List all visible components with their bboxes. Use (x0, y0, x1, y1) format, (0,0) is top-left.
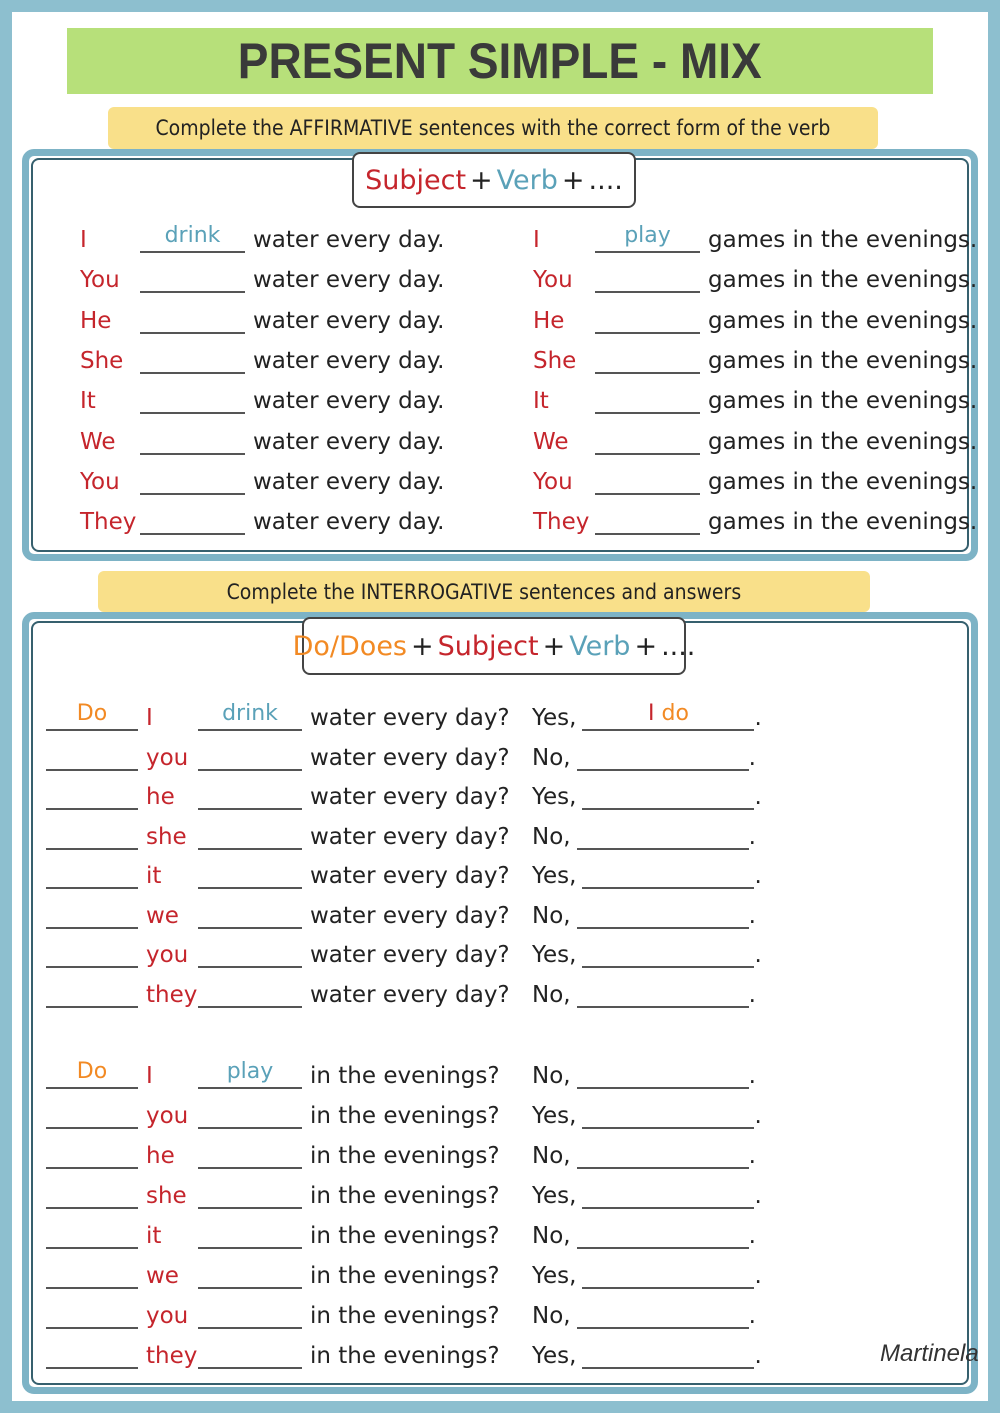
aux-blank[interactable] (46, 1139, 138, 1169)
answer-blank[interactable] (577, 1059, 749, 1089)
formula-rest: .... (661, 630, 696, 662)
sentence-row (80, 499, 444, 535)
period: . (748, 824, 756, 850)
question-text: in the evenings? (310, 1103, 500, 1129)
formula-plus: + (634, 630, 658, 662)
sentence-row (80, 419, 444, 455)
period: . (748, 1063, 756, 1089)
formula-plus: + (411, 630, 434, 662)
verb-blank[interactable] (198, 1219, 302, 1249)
reply-word: No, (532, 1143, 571, 1169)
formula-do-does: Do/Does (292, 630, 408, 662)
aux-blank[interactable] (46, 899, 138, 929)
reply-word: Yes, (532, 1103, 577, 1129)
verb-blank[interactable] (198, 1139, 302, 1169)
question-text: water every day? (310, 982, 510, 1008)
reply-word: No, (532, 824, 571, 850)
answer-blank[interactable] (582, 701, 754, 731)
answer-blank[interactable] (577, 978, 749, 1008)
sentence-text: water every day. (253, 227, 445, 253)
question-text: water every day? (310, 942, 510, 968)
question-row (46, 893, 756, 929)
subject-word: you (146, 1303, 189, 1329)
subject-word: I (146, 1063, 153, 1089)
subject-word: she (146, 1183, 187, 1209)
reply-word: Yes, (532, 784, 577, 810)
answer-blank[interactable] (577, 1299, 749, 1329)
sentence-row (533, 338, 977, 374)
question-text: in the evenings? (310, 1303, 500, 1329)
reply-word: No, (532, 1223, 571, 1249)
question-row (46, 814, 756, 850)
formula-subject: Subject (437, 630, 539, 662)
question-row (46, 1133, 756, 1169)
formula-plus: + (470, 164, 493, 196)
sentence-text: games in the evenings. (708, 348, 978, 374)
subject-word: they (146, 982, 198, 1008)
subject-word: We (533, 429, 569, 455)
sentence-text: games in the evenings. (708, 227, 978, 253)
answer-blank[interactable] (577, 741, 749, 771)
period: . (754, 1343, 762, 1369)
verb-blank[interactable] (595, 384, 700, 414)
formula-plus: + (542, 630, 566, 662)
question-row (46, 1213, 756, 1249)
period: . (754, 1263, 762, 1289)
reply-word: Yes, (532, 863, 577, 889)
interrogative-formula (292, 617, 696, 675)
aux-blank[interactable] (46, 978, 138, 1008)
verb-blank[interactable]: play (198, 1059, 302, 1089)
aux-blank[interactable]: Do (46, 701, 138, 731)
verb-blank[interactable] (198, 1179, 302, 1209)
sentence-text: water every day. (253, 388, 445, 414)
question-text: in the evenings? (310, 1143, 500, 1169)
subject-word: they (146, 1343, 198, 1369)
subject-word: It (533, 388, 549, 414)
reply-word: Yes, (532, 1183, 577, 1209)
question-row (46, 774, 762, 810)
reply-word: Yes, (532, 1343, 577, 1369)
subject-word: you (146, 1103, 189, 1129)
reply-word: No, (532, 1303, 571, 1329)
reply-word: No, (532, 1063, 571, 1089)
sentence-text: games in the evenings. (708, 509, 978, 535)
period: . (748, 1223, 756, 1249)
subject-word: You (533, 267, 573, 293)
verb-blank[interactable] (140, 505, 245, 535)
aux-blank[interactable] (46, 1219, 138, 1249)
page-title: PRESENT SIMPLE - MIX (238, 33, 762, 89)
question-row (46, 695, 762, 731)
aux-blank[interactable] (46, 1179, 138, 1209)
question-row (46, 1293, 756, 1329)
question-text: water every day? (310, 903, 510, 929)
subject-word: They (533, 509, 590, 535)
aux-blank[interactable] (46, 1339, 138, 1369)
question-text: water every day? (310, 745, 510, 771)
subject-word: I (80, 227, 87, 253)
reply-word: No, (532, 903, 571, 929)
subject-word: we (146, 1263, 179, 1289)
interrogative-instruction (98, 571, 870, 612)
aux-blank[interactable] (46, 1259, 138, 1289)
sentence-text: games in the evenings. (708, 388, 978, 414)
answer-blank[interactable] (582, 1099, 754, 1129)
reply-word: No, (532, 745, 571, 771)
verb-blank[interactable] (198, 1339, 302, 1369)
reply-word: No, (532, 982, 571, 1008)
sentence-text: games in the evenings. (708, 308, 978, 334)
period: . (754, 1103, 762, 1129)
sentence-text: water every day. (253, 469, 445, 495)
subject-word: We (80, 429, 116, 455)
sentence-row (80, 257, 444, 293)
sentence-text: water every day. (253, 308, 445, 334)
answer-blank[interactable] (582, 859, 754, 889)
period: . (754, 1183, 762, 1209)
subject-word: She (80, 348, 124, 374)
answer-blank[interactable] (582, 1259, 754, 1289)
answer-blank[interactable] (582, 1179, 754, 1209)
verb-blank[interactable] (140, 304, 245, 334)
verb-blank[interactable]: play (595, 223, 700, 253)
period: . (754, 863, 762, 889)
verb-blank[interactable]: drink (140, 223, 245, 253)
verb-blank[interactable] (140, 384, 245, 414)
subject-word: I (146, 705, 153, 731)
sentence-text: water every day. (253, 348, 445, 374)
sentence-row (80, 217, 444, 253)
answer-blank[interactable] (582, 780, 754, 810)
answer-blank[interactable] (577, 899, 749, 929)
answer-aux: do (661, 701, 689, 726)
verb-blank[interactable] (198, 780, 302, 810)
aux-blank[interactable] (46, 1099, 138, 1129)
formula-rest: .... (588, 164, 623, 196)
question-text: in the evenings? (310, 1183, 500, 1209)
formula-plus: + (561, 164, 585, 196)
verb-blank[interactable] (595, 344, 700, 374)
subject-word: I (533, 227, 540, 253)
aux-blank[interactable] (46, 820, 138, 850)
aux-blank[interactable] (46, 1299, 138, 1329)
interrogative-instruction-text: Complete the INTERROGATIVE sentences and answers (226, 579, 742, 604)
question-text: water every day? (310, 784, 510, 810)
subject-word: you (146, 942, 189, 968)
verb-blank[interactable] (595, 425, 700, 455)
subject-word: she (146, 824, 187, 850)
verb-blank[interactable] (140, 344, 245, 374)
question-text: water every day? (310, 824, 510, 850)
verb-blank[interactable] (198, 820, 302, 850)
subject-word: It (80, 388, 96, 414)
sentence-row (80, 298, 444, 334)
question-row (46, 1093, 762, 1129)
answer-blank[interactable] (577, 1139, 749, 1169)
reply-word: Yes, (532, 705, 577, 731)
question-text: water every day? (310, 863, 510, 889)
sentence-text: games in the evenings. (708, 469, 978, 495)
affirmative-formula (352, 152, 636, 208)
answer-blank[interactable] (577, 1219, 749, 1249)
question-row (46, 1253, 762, 1289)
sentence-text: games in the evenings. (708, 429, 978, 455)
verb-blank[interactable] (140, 425, 245, 455)
question-text: in the evenings? (310, 1343, 500, 1369)
sentence-text: water every day. (253, 509, 445, 535)
reply-word: Yes, (532, 1263, 577, 1289)
question-text: in the evenings? (310, 1063, 500, 1089)
verb-blank[interactable] (198, 1299, 302, 1329)
subject-word: it (146, 1223, 162, 1249)
aux-blank[interactable] (46, 938, 138, 968)
sentence-row (533, 217, 977, 253)
formula-verb: Verb (569, 630, 631, 662)
formula-subject: Subject (365, 164, 467, 196)
verb-blank[interactable] (198, 741, 302, 771)
subject-word: you (146, 745, 189, 771)
title-bar (67, 28, 933, 94)
sentence-row (533, 499, 977, 535)
sentence-text: water every day. (253, 429, 445, 455)
period: . (748, 1303, 756, 1329)
subject-word: He (533, 308, 565, 334)
answer-subject: I (647, 701, 655, 726)
sentence-row (533, 378, 977, 414)
sentence-text: games in the evenings. (708, 267, 978, 293)
subject-word: You (533, 469, 573, 495)
sentence-row (533, 257, 977, 293)
question-row (46, 1333, 762, 1369)
affirmative-instruction (108, 107, 878, 149)
question-row (46, 853, 762, 889)
aux-blank[interactable] (46, 741, 138, 771)
formula-verb: Verb (496, 164, 558, 196)
subject-word: he (146, 1143, 175, 1169)
verb-blank[interactable] (198, 938, 302, 968)
verb-blank[interactable] (140, 263, 245, 293)
question-row (46, 1053, 756, 1089)
question-row (46, 972, 756, 1008)
verb-blank[interactable] (198, 1099, 302, 1129)
subject-word: You (80, 469, 120, 495)
question-row (46, 1173, 762, 1209)
sentence-row (80, 459, 444, 495)
subject-word: He (80, 308, 112, 334)
subject-word: we (146, 903, 179, 929)
period: . (748, 982, 756, 1008)
reply-word: Yes, (532, 942, 577, 968)
verb-blank[interactable] (595, 263, 700, 293)
period: . (748, 1143, 756, 1169)
question-row (46, 735, 756, 771)
verb-blank[interactable]: drink (198, 701, 302, 731)
verb-blank[interactable] (595, 465, 700, 495)
period: . (754, 942, 762, 968)
period: . (754, 784, 762, 810)
question-text: in the evenings? (310, 1223, 500, 1249)
verb-blank[interactable] (595, 304, 700, 334)
aux-blank[interactable] (46, 859, 138, 889)
question-row (46, 932, 762, 968)
period: . (748, 745, 756, 771)
sentence-row (533, 459, 977, 495)
subject-word: They (80, 509, 137, 535)
author-signature: Martinela (880, 1340, 979, 1367)
subject-word: You (80, 267, 120, 293)
question-text: water every day? (310, 705, 510, 731)
sentence-row (533, 419, 977, 455)
sentence-row (80, 378, 444, 414)
aux-blank[interactable] (46, 780, 138, 810)
sentence-row (80, 338, 444, 374)
subject-word: he (146, 784, 175, 810)
period: . (748, 903, 756, 929)
sentence-text: water every day. (253, 267, 445, 293)
subject-word: it (146, 863, 162, 889)
affirmative-instruction-text: Complete the AFFIRMATIVE sentences with the correct form of the verb (155, 116, 831, 140)
subject-word: She (533, 348, 577, 374)
sentence-row (533, 298, 977, 334)
verb-blank[interactable] (140, 465, 245, 495)
period: . (754, 705, 762, 731)
verb-blank[interactable] (595, 505, 700, 535)
aux-blank[interactable]: Do (46, 1059, 138, 1089)
verb-blank[interactable] (198, 978, 302, 1008)
question-text: in the evenings? (310, 1263, 500, 1289)
verb-blank[interactable] (198, 859, 302, 889)
answer-blank[interactable] (577, 820, 749, 850)
verb-blank[interactable] (198, 899, 302, 929)
answer-blank[interactable] (582, 938, 754, 968)
answer-blank[interactable] (582, 1339, 754, 1369)
verb-blank[interactable] (198, 1259, 302, 1289)
